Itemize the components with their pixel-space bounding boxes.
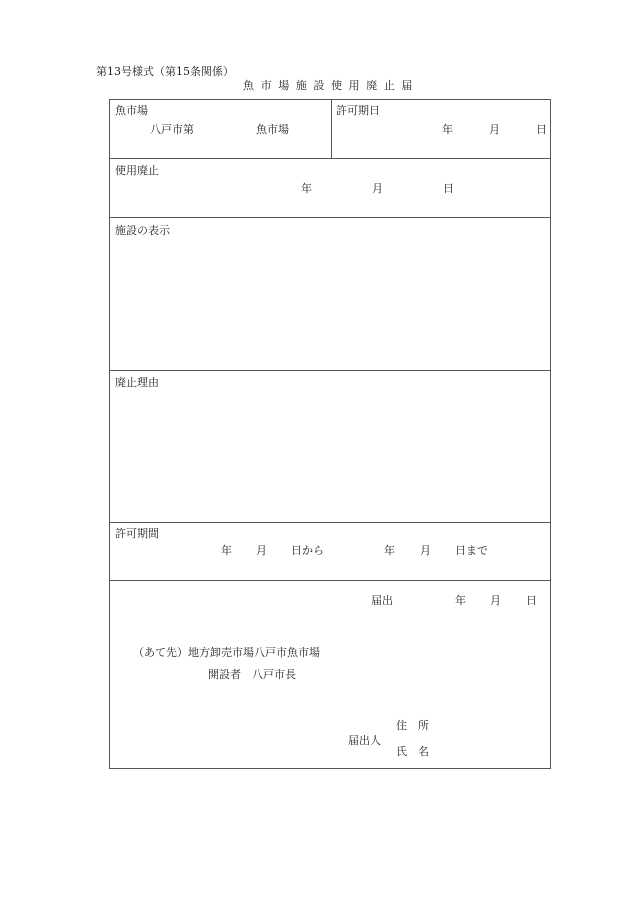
period-from-year: 年 bbox=[221, 544, 232, 557]
discontinuation-day: 日 bbox=[443, 182, 454, 195]
period-to-month: 月 bbox=[420, 544, 431, 557]
form-title: 魚市場施設使用廃止届 bbox=[243, 79, 419, 92]
period-from-day: 日から bbox=[291, 544, 324, 557]
market-label: 魚市場 bbox=[115, 104, 148, 117]
name-label: 氏 名 bbox=[396, 745, 429, 758]
row-divider-2 bbox=[110, 217, 550, 218]
reason-label: 廃止理由 bbox=[115, 376, 159, 389]
facility-label: 施設の表示 bbox=[115, 224, 170, 237]
permission-date-year: 年 bbox=[442, 123, 453, 136]
submission-month: 月 bbox=[490, 594, 501, 607]
discontinuation-year: 年 bbox=[301, 182, 312, 195]
period-from-month: 月 bbox=[256, 544, 267, 557]
row-divider-4 bbox=[110, 522, 550, 523]
permission-date-day: 日 bbox=[536, 123, 547, 136]
period-to-day: 日まで bbox=[455, 544, 488, 557]
form-number: 第13号様式（第15条関係） bbox=[96, 65, 234, 78]
permission-date-label: 許可期日 bbox=[336, 104, 380, 117]
opener: 開設者 八戸市長 bbox=[208, 668, 296, 681]
submission-label: 届出 bbox=[371, 594, 393, 607]
row-divider-1 bbox=[110, 158, 550, 159]
form-frame bbox=[109, 99, 551, 769]
column-divider bbox=[331, 100, 332, 158]
market-prefix: 八戸市第 bbox=[150, 123, 194, 136]
market-suffix: 魚市場 bbox=[256, 123, 289, 136]
addressee: （あて先）地方卸売市場八戸市魚市場 bbox=[133, 646, 320, 659]
submission-day: 日 bbox=[526, 594, 537, 607]
applicant-label: 届出人 bbox=[348, 734, 381, 747]
discontinuation-label: 使用廃止 bbox=[115, 164, 159, 177]
submission-year: 年 bbox=[455, 594, 466, 607]
period-to-year: 年 bbox=[384, 544, 395, 557]
address-label: 住 所 bbox=[396, 719, 429, 732]
row-divider-3 bbox=[110, 370, 550, 371]
discontinuation-month: 月 bbox=[372, 182, 383, 195]
permission-period-label: 許可期間 bbox=[115, 527, 159, 540]
permission-date-month: 月 bbox=[489, 123, 500, 136]
row-divider-5 bbox=[110, 580, 550, 581]
